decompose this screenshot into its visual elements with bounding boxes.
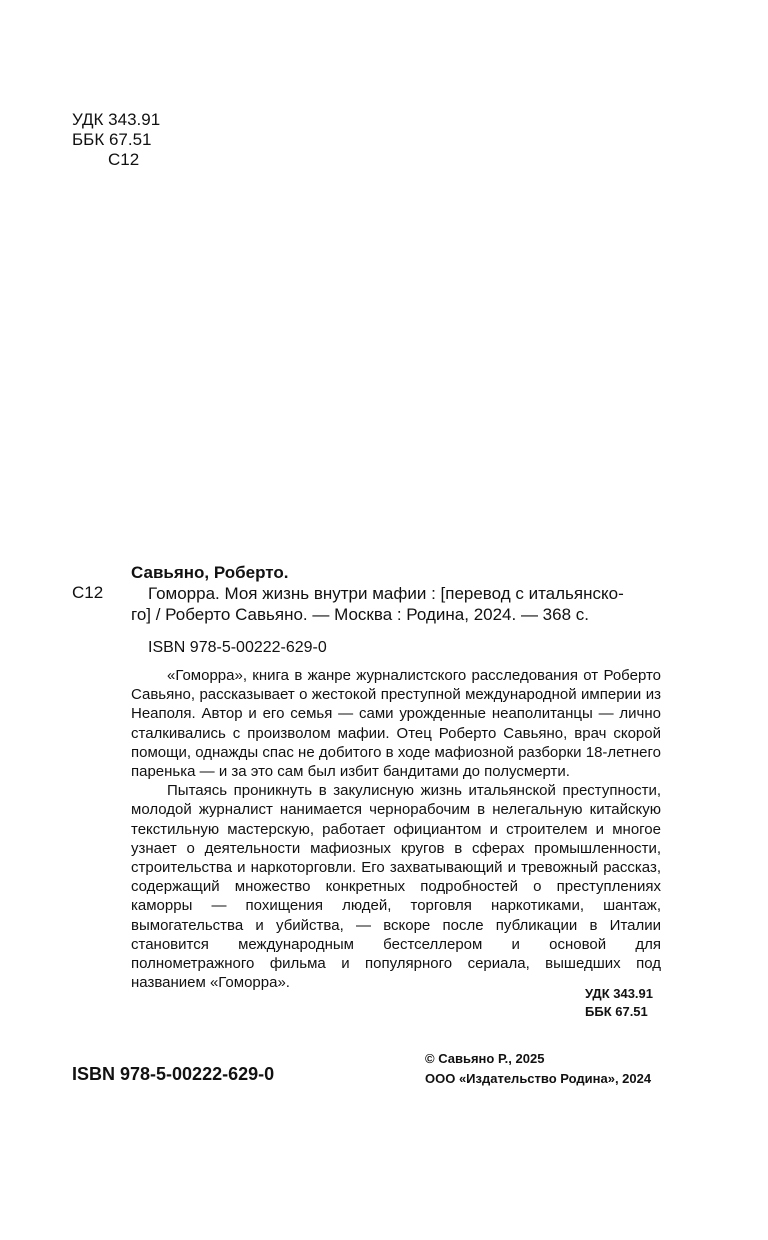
classification-block xyxy=(72,110,160,170)
record-cutter-code: С12 xyxy=(72,583,104,602)
title-line-1: Гоморра. Моя жизнь внутри мафии : [перевод с итальянско- xyxy=(148,584,624,603)
record-isbn: ISBN 978-5-00222-629-0 xyxy=(148,639,327,656)
copyright-publisher: ООО «Издательство Родина», 2024 xyxy=(425,1071,652,1086)
copyright-author: © Савьяно Р., 2025 xyxy=(425,1051,545,1066)
copyright-block xyxy=(425,1049,651,1089)
footer-bbk-code: ББК 67.51 xyxy=(585,1004,648,1019)
cutter-code: С12 xyxy=(108,150,140,169)
annotation-paragraph: «Гоморра», книга в жанре журналистского расследования от Роберто Савьяно, рассказывает о жестокой преступной международной империи из Неаполя. Автор и его семья — сами урожденные неаполитанцы — лично сталкивались с произволом мафии. Отец Роберто Савьяно, врач скорой помощи, однажды спас не добитого в ходе мафиозной разборки 18-летнего паренька — и за это сам был избит бандитами до полусмерти. xyxy=(131,667,661,781)
bibliographic-record xyxy=(131,583,661,625)
footer-isbn: ISBN 978-5-00222-629-0 xyxy=(72,1064,275,1084)
footer-classification xyxy=(585,985,653,1021)
udk-code: УДК 343.91 xyxy=(72,110,161,129)
title-line-2: го] / Роберто Савьяно. — Москва : Родина, 2024. — 368 с. xyxy=(131,605,589,624)
bbk-code: ББК 67.51 xyxy=(72,130,152,149)
annotation xyxy=(131,666,661,992)
annotation-paragraph: Пытаясь проникнуть в закулисную жизнь итальянской преступности, молодой журналист нанимается чернорабочим в нелегальную китайскую текстильную мастерскую, работает официантом и строителем и многое узнает о деятельности мафиозных кругов в сферах промышленности, строительства и наркоторговли. Его захватывающий и тревожный рассказ, содержащий множество конкретных подробностей о преступлениях каморры — похищения людей, торговля наркотиками, шантаж, вымогательства и убийства, — вскоре после публикации в Италии становится международным бестселлером и основой для полнометражного фильма и популярного сериала, вышедших под названием «Гоморра». xyxy=(131,782,661,992)
author-heading: Савьяно, Роберто. xyxy=(131,563,289,582)
footer-udk-code: УДК 343.91 xyxy=(585,986,653,1001)
